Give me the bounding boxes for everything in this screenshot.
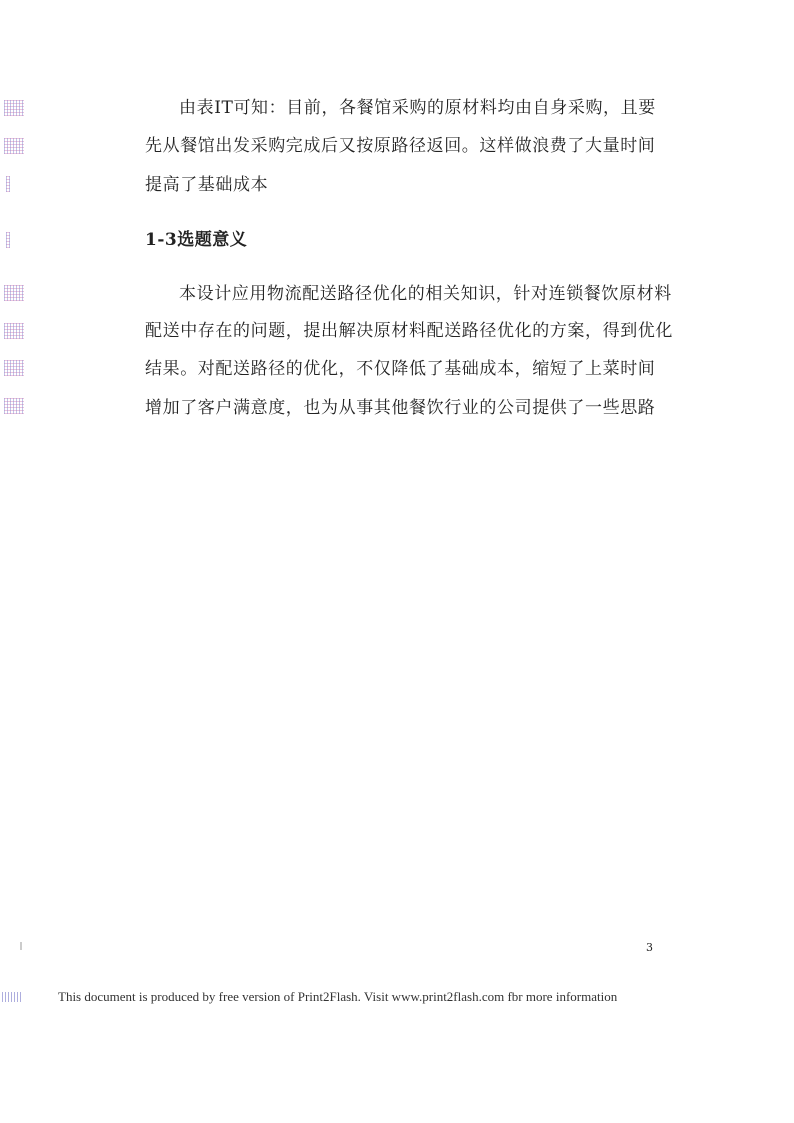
margin-mark [4, 138, 24, 154]
margin-mark [6, 232, 10, 248]
margin-mark [4, 100, 24, 116]
margin-mark [4, 360, 24, 376]
footer-logo-icon [2, 992, 22, 1002]
margin-mark [4, 323, 24, 339]
section-heading: 1-3选题意义 [145, 230, 248, 250]
margin-mark [4, 398, 24, 414]
paragraph-1-line-3: 提高了基础成本 [145, 175, 269, 195]
margin-mark [4, 285, 24, 301]
paragraph-2-line-3: 结果。对配送路径的优化，不仅降低了基础成本，缩短了上菜时间 [145, 359, 656, 379]
footer-notice: This document is produced by free version of Print2Flash. Visit www.print2flash.com fbr more information [58, 989, 618, 1004]
paragraph-1-line-2: 先从餐馆出发采购完成后又按原路径返回。这样做浪费了大量时间 [145, 136, 656, 156]
paragraph-2-line-2: 配送中存在的问题，提出解决原材料配送路径优化的方案，得到优化 [145, 321, 673, 341]
page-number: 3 [646, 941, 653, 954]
paragraph-1-line-1: 由表IT可知：目前，各餐馆采购的原材料均由自身采购，且要 [179, 98, 656, 118]
margin-mark [6, 176, 10, 192]
paragraph-2-line-1: 本设计应用物流配送路径优化的相关知识，针对连锁餐饮原材料 [179, 284, 672, 304]
margin-tick [20, 942, 22, 950]
paragraph-2-line-4: 增加了客户满意度，也为从事其他餐饮行业的公司提供了一些思路 [145, 398, 656, 418]
